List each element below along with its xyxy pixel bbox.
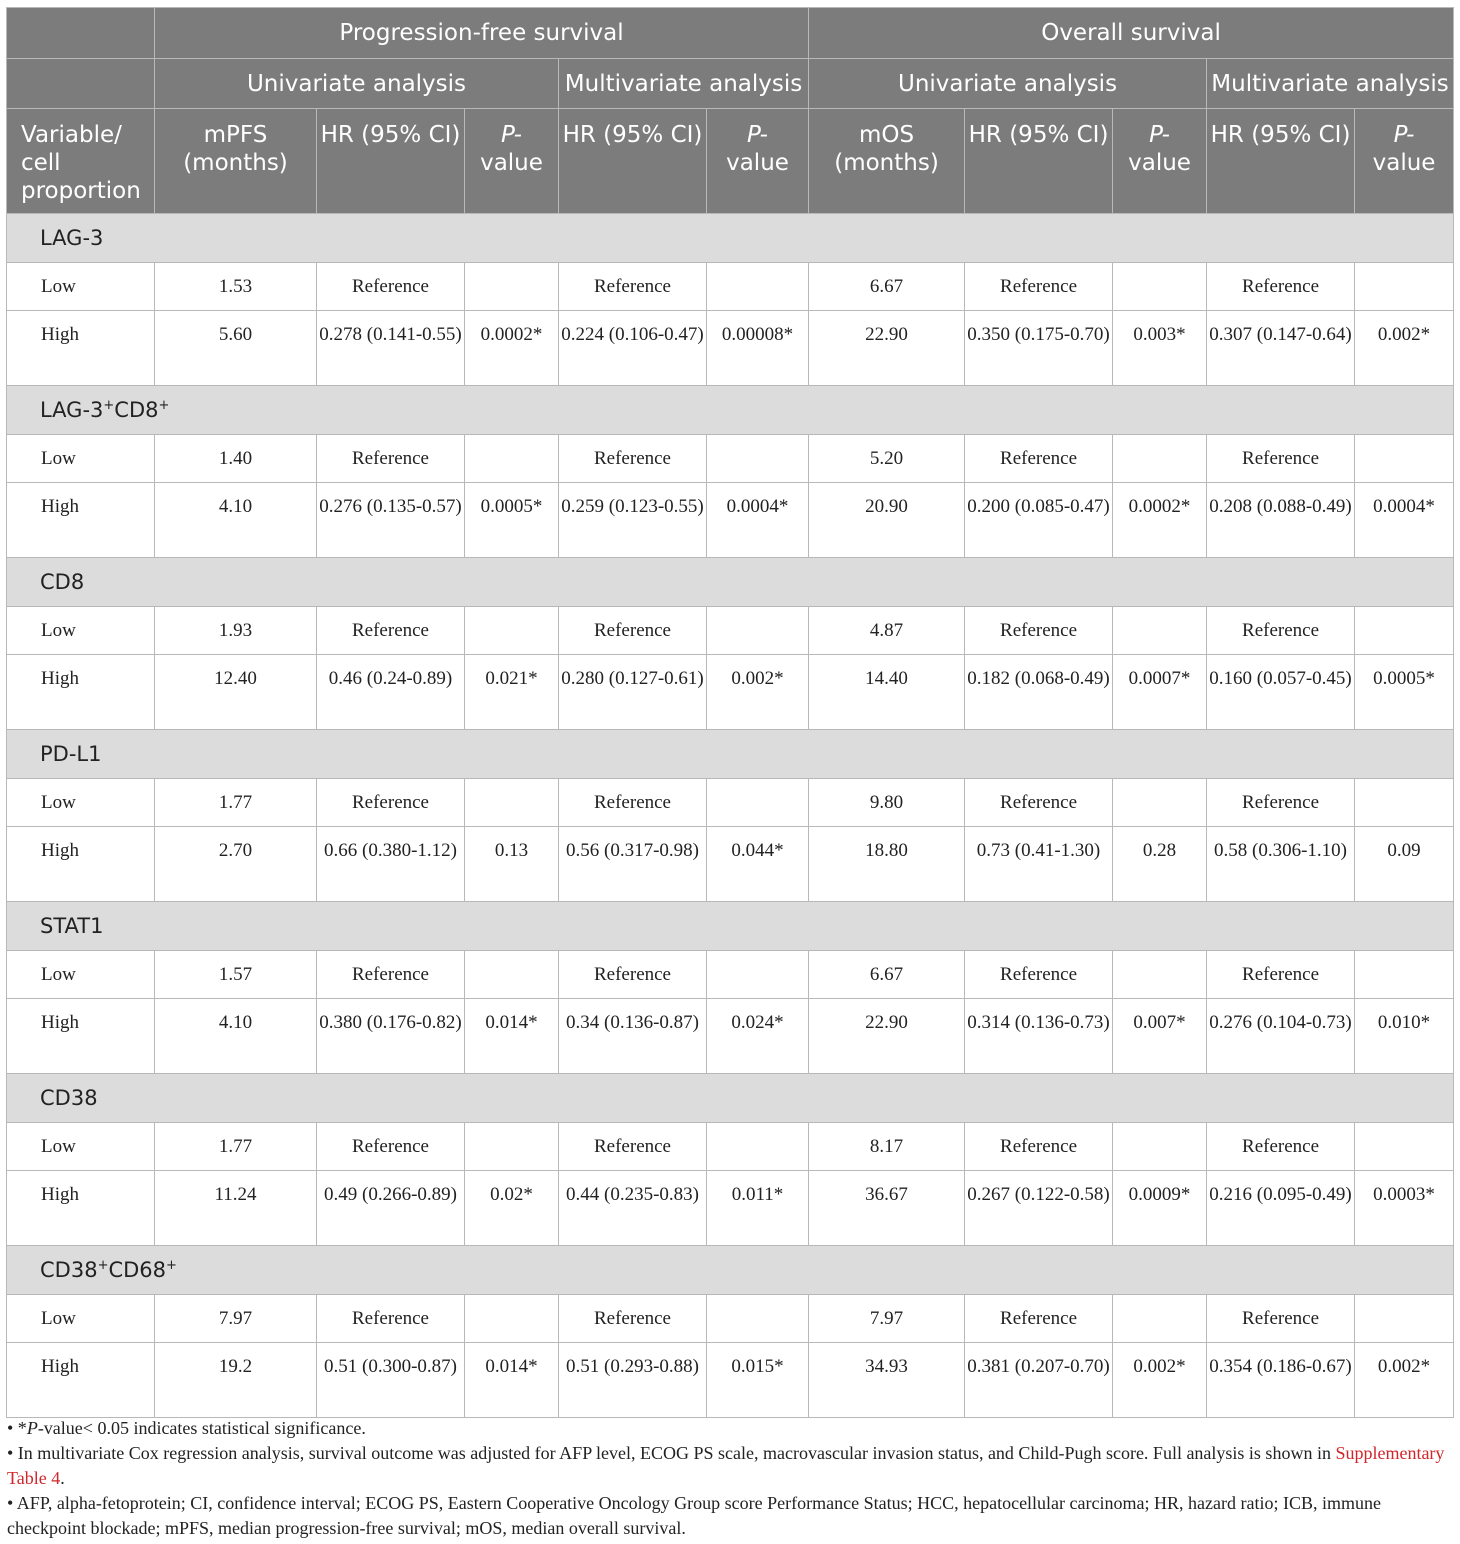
cell-pfs-multi-p bbox=[707, 607, 809, 655]
cell-mos: 36.67 bbox=[809, 1171, 965, 1246]
cell-os-multi-p: 0.0003* bbox=[1355, 1171, 1454, 1246]
cell-pfs-uni-p: 0.0002* bbox=[465, 311, 559, 386]
header-pfs-multivariate: Multivariate analysis bbox=[559, 59, 809, 109]
table-row bbox=[7, 1171, 1454, 1246]
row-label: High bbox=[7, 311, 155, 386]
cell-pfs-multi-hr: Reference bbox=[559, 779, 707, 827]
cell-pfs-uni-p: 0.0005* bbox=[465, 483, 559, 558]
cell-mos: 9.80 bbox=[809, 779, 965, 827]
table-body bbox=[7, 214, 1454, 1418]
cell-pfs-uni-hr: Reference bbox=[317, 1295, 465, 1343]
cell-os-multi-hr: Reference bbox=[1207, 951, 1355, 999]
cell-os-uni-p bbox=[1113, 435, 1207, 483]
group-sup-2: + bbox=[158, 398, 170, 413]
table-row bbox=[7, 483, 1454, 558]
cell-pfs-uni-hr: 0.66 (0.380-1.12) bbox=[317, 827, 465, 902]
group-row bbox=[7, 1246, 1454, 1295]
cell-pfs-uni-hr: 0.278 (0.141-0.55) bbox=[317, 311, 465, 386]
group-sup: + bbox=[103, 398, 115, 413]
cell-os-multi-p: 0.0005* bbox=[1355, 655, 1454, 730]
group-sup: + bbox=[97, 1258, 109, 1273]
cell-os-uni-p bbox=[1113, 1123, 1207, 1171]
row-label: Low bbox=[7, 1295, 155, 1343]
cell-os-uni-hr: Reference bbox=[965, 607, 1113, 655]
group-label bbox=[7, 1246, 1454, 1295]
p-rest: value bbox=[1372, 150, 1436, 176]
cell-pfs-multi-p bbox=[707, 1295, 809, 1343]
cell-mpfs: 5.60 bbox=[155, 311, 317, 386]
header-pfs-multi-p bbox=[707, 109, 809, 214]
cell-mos: 8.17 bbox=[809, 1123, 965, 1171]
header-pfs-uni-hr: HR (95% CI) bbox=[317, 109, 465, 214]
p-italic: P- bbox=[1393, 122, 1415, 148]
header-mpfs: mPFS (months) bbox=[155, 109, 317, 214]
cell-os-uni-hr: Reference bbox=[965, 779, 1113, 827]
cell-mpfs: 1.57 bbox=[155, 951, 317, 999]
cell-os-uni-hr: 0.182 (0.068-0.49) bbox=[965, 655, 1113, 730]
group-name: LAG-3 bbox=[40, 398, 104, 422]
header-pfs-uni-p bbox=[465, 109, 559, 214]
row-label: Low bbox=[7, 951, 155, 999]
cell-pfs-uni-p bbox=[465, 1123, 559, 1171]
cell-mos: 18.80 bbox=[809, 827, 965, 902]
cell-os-uni-p bbox=[1113, 951, 1207, 999]
cell-pfs-uni-hr: Reference bbox=[317, 779, 465, 827]
row-label: Low bbox=[7, 263, 155, 311]
cell-os-uni-p bbox=[1113, 779, 1207, 827]
cell-mpfs: 4.10 bbox=[155, 999, 317, 1074]
header-variable: Variable/ cell proportion bbox=[7, 109, 155, 214]
cell-pfs-multi-hr: Reference bbox=[559, 951, 707, 999]
row-label: High bbox=[7, 1343, 155, 1418]
cell-os-uni-hr: Reference bbox=[965, 1295, 1113, 1343]
header-os-uni-p bbox=[1113, 109, 1207, 214]
group-name: LAG-3 bbox=[40, 226, 104, 250]
cell-pfs-multi-hr: 0.224 (0.106-0.47) bbox=[559, 311, 707, 386]
cell-pfs-multi-p: 0.011* bbox=[707, 1171, 809, 1246]
group-row bbox=[7, 730, 1454, 779]
cell-mpfs: 12.40 bbox=[155, 655, 317, 730]
cell-mos: 22.90 bbox=[809, 311, 965, 386]
header-os: Overall survival bbox=[809, 8, 1454, 59]
header-pfs: Progression-free survival bbox=[155, 8, 809, 59]
cell-pfs-uni-p: 0.02* bbox=[465, 1171, 559, 1246]
cell-pfs-multi-p: 0.024* bbox=[707, 999, 809, 1074]
cell-os-multi-p bbox=[1355, 779, 1454, 827]
cell-os-uni-p: 0.0009* bbox=[1113, 1171, 1207, 1246]
cell-mos: 5.20 bbox=[809, 435, 965, 483]
cell-pfs-multi-p: 0.015* bbox=[707, 1343, 809, 1418]
cell-mpfs: 7.97 bbox=[155, 1295, 317, 1343]
cell-os-uni-hr: 0.350 (0.175-0.70) bbox=[965, 311, 1113, 386]
table-row bbox=[7, 951, 1454, 999]
header-os-multi-hr: HR (95% CI) bbox=[1207, 109, 1355, 214]
cell-mpfs: 11.24 bbox=[155, 1171, 317, 1246]
cell-pfs-multi-p: 0.002* bbox=[707, 655, 809, 730]
group-label bbox=[7, 730, 1454, 779]
cell-os-multi-hr: Reference bbox=[1207, 1123, 1355, 1171]
cell-pfs-multi-p: 0.044* bbox=[707, 827, 809, 902]
cell-pfs-uni-p: 0.13 bbox=[465, 827, 559, 902]
cell-os-multi-p bbox=[1355, 1295, 1454, 1343]
cell-pfs-multi-p: 0.00008* bbox=[707, 311, 809, 386]
cell-os-uni-hr: Reference bbox=[965, 1123, 1113, 1171]
cell-pfs-multi-hr: Reference bbox=[559, 607, 707, 655]
cell-os-uni-hr: 0.381 (0.207-0.70) bbox=[965, 1343, 1113, 1418]
p-italic: P- bbox=[747, 122, 768, 148]
group-row bbox=[7, 214, 1454, 263]
cell-mos: 6.67 bbox=[809, 263, 965, 311]
cell-os-multi-hr: 0.216 (0.095-0.49) bbox=[1207, 1171, 1355, 1246]
cell-pfs-multi-hr: 0.259 (0.123-0.55) bbox=[559, 483, 707, 558]
cell-os-multi-p bbox=[1355, 435, 1454, 483]
row-label: High bbox=[7, 1171, 155, 1246]
cell-os-uni-hr: 0.267 (0.122-0.58) bbox=[965, 1171, 1113, 1246]
footnote-abbreviations: • AFP, alpha-fetoprotein; CI, confidence interval; ECOG PS, Eastern Cooperative Oncology Group score Performance Status; HCC, hepatocellular carcinoma; HR, hazard ratio; ICB, immune checkpoint blockade; mPFS, median progression-free survival; mOS, median overall survival. bbox=[7, 1493, 1381, 1538]
table-row bbox=[7, 435, 1454, 483]
cell-mpfs: 1.93 bbox=[155, 607, 317, 655]
footnote-period: . bbox=[60, 1468, 65, 1488]
table-row bbox=[7, 1295, 1454, 1343]
footnote-p-italic: P bbox=[26, 1418, 38, 1438]
cell-pfs-uni-hr: 0.49 (0.266-0.89) bbox=[317, 1171, 465, 1246]
cell-pfs-uni-p: 0.014* bbox=[465, 1343, 559, 1418]
cell-pfs-multi-hr: Reference bbox=[559, 1295, 707, 1343]
cell-mos: 6.67 bbox=[809, 951, 965, 999]
group-label bbox=[7, 902, 1454, 951]
table-row bbox=[7, 779, 1454, 827]
group-name: CD8 bbox=[40, 570, 85, 594]
cell-os-multi-hr: 0.307 (0.147-0.64) bbox=[1207, 311, 1355, 386]
cell-pfs-uni-hr: 0.46 (0.24-0.89) bbox=[317, 655, 465, 730]
cell-pfs-uni-p bbox=[465, 263, 559, 311]
row-label: High bbox=[7, 655, 155, 730]
cell-os-multi-hr: Reference bbox=[1207, 607, 1355, 655]
header-os-multi-p bbox=[1355, 109, 1454, 214]
cell-pfs-uni-p: 0.021* bbox=[465, 655, 559, 730]
cell-pfs-uni-p bbox=[465, 779, 559, 827]
p-italic: P- bbox=[501, 122, 522, 148]
cell-os-uni-hr: Reference bbox=[965, 951, 1113, 999]
group-name: STAT1 bbox=[40, 914, 104, 938]
table-row bbox=[7, 827, 1454, 902]
cell-mpfs: 2.70 bbox=[155, 827, 317, 902]
footnote-significance-text: -value< 0.05 indicates statistical significance. bbox=[37, 1418, 366, 1438]
cell-os-multi-p bbox=[1355, 263, 1454, 311]
cell-os-multi-p: 0.002* bbox=[1355, 311, 1454, 386]
cell-mpfs: 4.10 bbox=[155, 483, 317, 558]
group-row bbox=[7, 386, 1454, 435]
cell-mos: 7.97 bbox=[809, 1295, 965, 1343]
footnote-multivariate bbox=[7, 1441, 1453, 1491]
cell-os-uni-hr: Reference bbox=[965, 435, 1113, 483]
row-label: High bbox=[7, 483, 155, 558]
cell-pfs-multi-hr: 0.44 (0.235-0.83) bbox=[559, 1171, 707, 1246]
table-row bbox=[7, 263, 1454, 311]
p-rest: value bbox=[726, 150, 789, 176]
cell-os-uni-p: 0.0002* bbox=[1113, 483, 1207, 558]
cell-os-uni-p bbox=[1113, 263, 1207, 311]
footnotes bbox=[7, 1416, 1453, 1541]
row-label: Low bbox=[7, 435, 155, 483]
row-label: High bbox=[7, 827, 155, 902]
cell-os-multi-hr: 0.160 (0.057-0.45) bbox=[1207, 655, 1355, 730]
cell-pfs-multi-hr: Reference bbox=[559, 435, 707, 483]
cell-os-multi-p bbox=[1355, 607, 1454, 655]
cell-pfs-uni-p bbox=[465, 951, 559, 999]
group-name: CD38 bbox=[40, 1258, 98, 1282]
group-row bbox=[7, 902, 1454, 951]
cell-os-uni-p: 0.007* bbox=[1113, 999, 1207, 1074]
cell-os-uni-hr: 0.73 (0.41-1.30) bbox=[965, 827, 1113, 902]
cell-os-multi-hr: 0.276 (0.104-0.73) bbox=[1207, 999, 1355, 1074]
cell-mos: 20.90 bbox=[809, 483, 965, 558]
row-label: High bbox=[7, 999, 155, 1074]
cell-os-multi-hr: 0.208 (0.088-0.49) bbox=[1207, 483, 1355, 558]
p-rest: value bbox=[1128, 150, 1191, 176]
cell-pfs-multi-hr: Reference bbox=[559, 263, 707, 311]
cell-pfs-multi-hr: 0.51 (0.293-0.88) bbox=[559, 1343, 707, 1418]
cell-mpfs: 1.53 bbox=[155, 263, 317, 311]
cell-mos: 4.87 bbox=[809, 607, 965, 655]
p-rest: value bbox=[480, 150, 543, 176]
cell-pfs-multi-p: 0.0004* bbox=[707, 483, 809, 558]
row-label: Low bbox=[7, 607, 155, 655]
p-italic: P- bbox=[1149, 122, 1170, 148]
group-name: PD-L1 bbox=[40, 742, 102, 766]
cell-pfs-uni-hr: 0.51 (0.300-0.87) bbox=[317, 1343, 465, 1418]
cell-pfs-multi-p bbox=[707, 779, 809, 827]
group-name: CD38 bbox=[40, 1086, 98, 1110]
cell-os-uni-hr: 0.200 (0.085-0.47) bbox=[965, 483, 1113, 558]
cell-pfs-multi-hr: 0.280 (0.127-0.61) bbox=[559, 655, 707, 730]
cell-pfs-uni-hr: Reference bbox=[317, 951, 465, 999]
table-row bbox=[7, 999, 1454, 1074]
cell-mos: 14.40 bbox=[809, 655, 965, 730]
cell-mpfs: 19.2 bbox=[155, 1343, 317, 1418]
cell-mpfs: 1.77 bbox=[155, 779, 317, 827]
cell-pfs-uni-p bbox=[465, 435, 559, 483]
cell-pfs-uni-hr: Reference bbox=[317, 1123, 465, 1171]
cell-pfs-multi-hr: 0.56 (0.317-0.98) bbox=[559, 827, 707, 902]
cell-os-uni-p bbox=[1113, 607, 1207, 655]
table-row bbox=[7, 1343, 1454, 1418]
cell-mpfs: 1.40 bbox=[155, 435, 317, 483]
cell-mpfs: 1.77 bbox=[155, 1123, 317, 1171]
footnote-multivariate-text: • In multivariate Cox regression analysis, survival outcome was adjusted for AFP level, ECOG PS scale, macrovascular invasion status, and Child-Pugh score. Full analysis is shown in bbox=[7, 1443, 1336, 1463]
group-row bbox=[7, 1074, 1454, 1123]
cell-os-multi-p bbox=[1355, 951, 1454, 999]
cell-pfs-multi-p bbox=[707, 435, 809, 483]
supplementary-table-link[interactable]: Supplementary Table 4 bbox=[7, 1443, 1445, 1488]
table-row bbox=[7, 1123, 1454, 1171]
corner-cell bbox=[7, 8, 155, 59]
cell-pfs-uni-hr: Reference bbox=[317, 435, 465, 483]
cell-os-uni-p: 0.002* bbox=[1113, 1343, 1207, 1418]
cell-os-multi-hr: Reference bbox=[1207, 779, 1355, 827]
cell-pfs-uni-p bbox=[465, 607, 559, 655]
group-name-2: CD68 bbox=[108, 1258, 167, 1282]
row-label: Low bbox=[7, 1123, 155, 1171]
footnote-significance bbox=[7, 1416, 1453, 1441]
corner-cell-2 bbox=[7, 59, 155, 109]
header-os-multivariate: Multivariate analysis bbox=[1207, 59, 1454, 109]
cell-os-uni-p: 0.003* bbox=[1113, 311, 1207, 386]
cell-pfs-multi-p bbox=[707, 951, 809, 999]
cell-os-uni-hr: 0.314 (0.136-0.73) bbox=[965, 999, 1113, 1074]
cell-os-uni-p: 0.0007* bbox=[1113, 655, 1207, 730]
cell-pfs-uni-p bbox=[465, 1295, 559, 1343]
footnote-bullet: • * bbox=[7, 1418, 27, 1438]
header-mos: mOS (months) bbox=[809, 109, 965, 214]
cell-os-multi-p bbox=[1355, 1123, 1454, 1171]
cell-pfs-uni-hr: 0.276 (0.135-0.57) bbox=[317, 483, 465, 558]
group-label bbox=[7, 214, 1454, 263]
group-label bbox=[7, 558, 1454, 607]
table-row bbox=[7, 607, 1454, 655]
cell-mos: 34.93 bbox=[809, 1343, 965, 1418]
cell-pfs-multi-hr: 0.34 (0.136-0.87) bbox=[559, 999, 707, 1074]
cell-os-multi-hr: 0.58 (0.306-1.10) bbox=[1207, 827, 1355, 902]
survival-table bbox=[6, 7, 1454, 1418]
cell-os-uni-p bbox=[1113, 1295, 1207, 1343]
cell-pfs-uni-hr: Reference bbox=[317, 263, 465, 311]
cell-os-multi-hr: Reference bbox=[1207, 435, 1355, 483]
row-label: Low bbox=[7, 779, 155, 827]
header-os-uni-hr: HR (95% CI) bbox=[965, 109, 1113, 214]
cell-pfs-multi-hr: Reference bbox=[559, 1123, 707, 1171]
header-pfs-multi-hr: HR (95% CI) bbox=[559, 109, 707, 214]
group-name-2: CD8 bbox=[114, 398, 159, 422]
cell-pfs-multi-p bbox=[707, 1123, 809, 1171]
cell-os-multi-p: 0.09 bbox=[1355, 827, 1454, 902]
cell-pfs-uni-hr: 0.380 (0.176-0.82) bbox=[317, 999, 465, 1074]
group-sup-2: + bbox=[166, 1258, 177, 1273]
cell-os-uni-p: 0.28 bbox=[1113, 827, 1207, 902]
header-pfs-univariate: Univariate analysis bbox=[155, 59, 559, 109]
cell-os-multi-hr: Reference bbox=[1207, 263, 1355, 311]
cell-pfs-uni-hr: Reference bbox=[317, 607, 465, 655]
cell-os-multi-p: 0.010* bbox=[1355, 999, 1454, 1074]
cell-pfs-uni-p: 0.014* bbox=[465, 999, 559, 1074]
cell-mos: 22.90 bbox=[809, 999, 965, 1074]
cell-os-multi-hr: Reference bbox=[1207, 1295, 1355, 1343]
cell-os-multi-hr: 0.354 (0.186-0.67) bbox=[1207, 1343, 1355, 1418]
group-row bbox=[7, 558, 1454, 607]
cell-os-uni-hr: Reference bbox=[965, 263, 1113, 311]
header-os-univariate: Univariate analysis bbox=[809, 59, 1207, 109]
group-label bbox=[7, 1074, 1454, 1123]
table-row bbox=[7, 311, 1454, 386]
cell-pfs-multi-p bbox=[707, 263, 809, 311]
cell-os-multi-p: 0.0004* bbox=[1355, 483, 1454, 558]
group-label bbox=[7, 386, 1454, 435]
cell-os-multi-p: 0.002* bbox=[1355, 1343, 1454, 1418]
table-row bbox=[7, 655, 1454, 730]
